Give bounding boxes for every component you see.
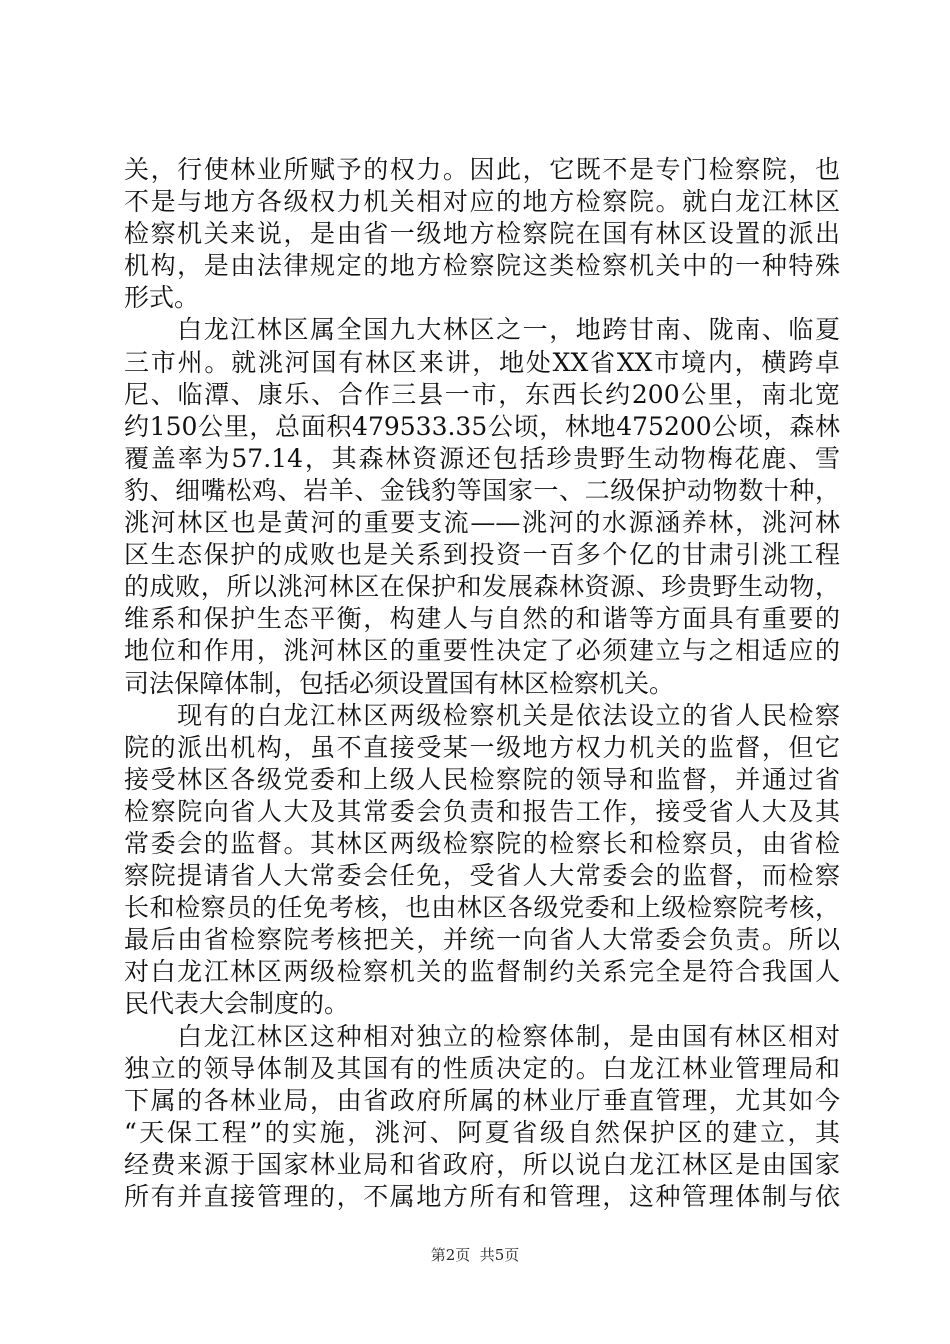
text-line: 约150公里，总面积479533.35公顷，林地475200公顷，森林 [124,411,840,441]
text-line: 豹、细嘴松鸡、岩羊、金钱豹等国家一、二级保护动物数十种， [124,475,840,505]
text-line: 民代表大会制度的。 [124,989,350,1019]
text-line: 不是与地方各级权力机关相对应的地方检察院。就白龙江林区 [124,187,840,217]
text-line: 的成败，所以洮河林区在保护和发展森林资源、珍贵野生动物， [124,572,840,602]
text-line: 机构，是由法律规定的地方检察院这类检察机关中的一种特殊 [124,251,840,281]
text-line: “天保工程”的实施，洮河、阿夏省级自然保护区的建立，其 [124,1117,840,1147]
text-line: 接受林区各级党委和上级人民检察院的领导和监督，并通过省 [124,764,840,794]
page-number-footer: 第2页 共5页 [430,1246,520,1264]
text-line: 院的派出机构，虽不直接受某一级地方权力机关的监督，但它 [124,732,840,762]
text-line: 经费来源于国家林业局和省政府，所以说白龙江林区是由国家 [124,1149,840,1179]
text-line: 区生态保护的成败也是关系到投资一百多个亿的甘肃引洮工程 [124,540,840,570]
text-line: 洮河林区也是黄河的重要支流——洮河的水源涵养林，洮河林 [124,508,840,538]
text-line: 地位和作用，洮河林区的重要性决定了必须建立与之相适应的 [124,636,840,666]
text-line: 现有的白龙江林区两级检察机关是依法设立的省人民检察 [124,700,840,730]
text-line: 尼、临潭、康乐、合作三县一市，东西长约200公里，南北宽 [124,379,840,409]
text-line: 维系和保护生态平衡，构建人与自然的和谐等方面具有重要的 [124,604,840,634]
text-line: 三市州。就洮河国有林区来讲，地处XX省XX市境内，横跨卓 [124,347,840,377]
text-line: 白龙江林区这种相对独立的检察体制，是由国有林区相对 [124,1021,840,1051]
text-line: 最后由省检察院考核把关，并统一向省人大常委会负责。所以 [124,925,840,955]
text-line: 下属的各林业局，由省政府所属的林业厅垂直管理，尤其如今 [124,1085,840,1115]
document-body [124,154,840,1213]
text-line: 司法保障体制，包括必须设置国有林区检察机关。 [124,668,675,698]
text-line: 察院提请省人大常委会任免，受省人大常委会的监督，而检察 [124,861,840,891]
text-line: 检察机关来说，是由省一级地方检察院在国有林区设置的派出 [124,219,840,249]
text-line: 白龙江林区属全国九大林区之一，地跨甘南、陇南、临夏 [124,315,840,345]
text-line: 长和检察员的任免考核，也由林区各级党委和上级检察院考核， [124,893,840,923]
text-line: 独立的领导体制及其国有的性质决定的。白龙江林业管理局和 [124,1053,840,1083]
text-line: 关，行使林业所赋予的权力。因此，它既不是专门检察院，也 [124,155,840,184]
text-line: 所有并直接管理的，不属地方所有和管理，这种管理体制与依 [124,1182,840,1211]
text-line: 对白龙江林区两级检察机关的监督制约关系完全是符合我国人 [124,957,840,987]
text-line: 形式。 [124,283,200,313]
text-line: 检察院向省人大及其常委会负责和报告工作，接受省人大及其 [124,796,840,826]
text-line: 常委会的监督。其林区两级检察院的检察长和检察员，由省检 [124,828,840,858]
text-line: 覆盖率为57.14，其森林资源还包括珍贵野生动物梅花鹿、雪 [124,443,840,473]
